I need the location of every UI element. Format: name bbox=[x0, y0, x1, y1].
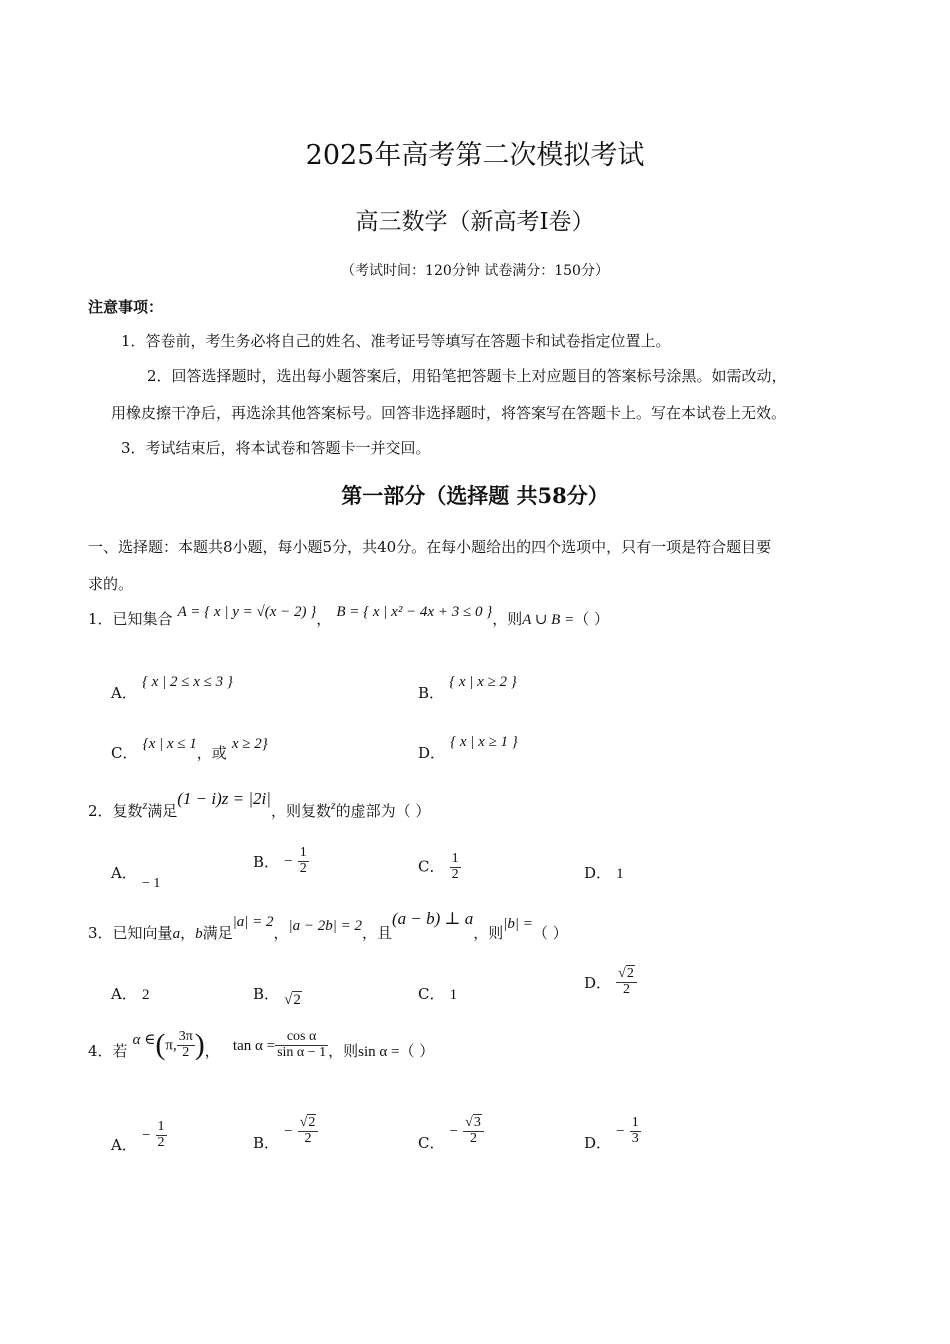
section-intro-a: 一、选择题：本题共8小题，每小题5分，共40分。在每小题给出的四个选项中，只有一项是符合题目要 bbox=[88, 538, 772, 556]
vector-b: b bbox=[195, 926, 203, 942]
question-text: ， bbox=[204, 1041, 220, 1060]
option-label: A． bbox=[111, 684, 137, 702]
answer-paren: （ ） bbox=[399, 1041, 435, 1060]
option-label: D． bbox=[584, 864, 612, 882]
fraction: $\frac{√2}{2}$ bbox=[616, 967, 637, 997]
option-label: D． bbox=[418, 744, 446, 762]
option-value: { x | x ≥ 2 } bbox=[449, 674, 517, 690]
denominator: sin α − 1 bbox=[277, 1044, 327, 1060]
q4-option-d[interactable] bbox=[584, 1115, 641, 1152]
question-text: 若 bbox=[112, 1041, 128, 1060]
option-label: B． bbox=[418, 684, 445, 702]
q3-option-a[interactable] bbox=[111, 983, 149, 1004]
numerator: 1 bbox=[299, 845, 307, 860]
question-text: ，则 bbox=[473, 924, 504, 942]
pi-value: π, bbox=[165, 1037, 177, 1054]
fraction bbox=[450, 852, 461, 882]
option-label: C． bbox=[418, 985, 445, 1003]
denominator: 2 bbox=[469, 1130, 477, 1146]
notice-item-1: 1．答卷前，考生务必将自己的姓名、准考证号等填写在答题卡和试卷指定位置上。 bbox=[121, 332, 671, 350]
fraction bbox=[630, 1116, 641, 1146]
q3-option-c[interactable] bbox=[418, 983, 457, 1004]
option-text: ，或 bbox=[196, 744, 227, 762]
question-text: ， bbox=[180, 924, 196, 942]
q4-option-b[interactable] bbox=[253, 1115, 318, 1152]
option-sign: − bbox=[284, 853, 293, 870]
option-value: {x | x ≤ 1 bbox=[142, 736, 197, 752]
question-number: 1． bbox=[88, 610, 113, 628]
condition-expression: (1 − i)z = |2i| bbox=[177, 789, 271, 808]
numerator: 1 bbox=[451, 851, 459, 866]
ask-expression: |b| = bbox=[503, 916, 533, 932]
option-label: D． bbox=[584, 1133, 612, 1152]
condition-1: |a| = 2 bbox=[232, 914, 274, 930]
fraction bbox=[275, 1030, 328, 1060]
option-sign: − bbox=[141, 1127, 151, 1144]
numerator: cos α bbox=[275, 1030, 328, 1046]
denominator: 2 bbox=[299, 860, 307, 876]
question-number: 2． bbox=[88, 802, 113, 820]
numerator: 1 bbox=[631, 1115, 639, 1130]
option-value: 1 bbox=[616, 866, 624, 882]
option-value: { x | 2 ≤ x ≤ 3 } bbox=[141, 674, 233, 690]
variable-z: z bbox=[142, 798, 148, 812]
fraction bbox=[177, 1030, 195, 1060]
option-value: 2 bbox=[141, 987, 150, 1003]
option-sign: − bbox=[449, 1123, 459, 1140]
numerator: 3π bbox=[178, 1028, 193, 1044]
fraction: $\frac{√3}{2}$ bbox=[463, 1116, 484, 1146]
denominator: 2 bbox=[157, 1134, 165, 1150]
q4-option-a[interactable] bbox=[111, 1119, 167, 1154]
q2-option-d[interactable] bbox=[584, 862, 624, 883]
option-label: A． bbox=[111, 985, 137, 1003]
option-label: C． bbox=[418, 857, 445, 876]
part-title: 第一部分（选择题 共58分） bbox=[341, 483, 609, 508]
question-text: ，且 bbox=[361, 924, 392, 942]
set-a-expression: A = { x | y = √(x − 2) } bbox=[177, 604, 317, 620]
denominator: 3 bbox=[631, 1130, 639, 1146]
question-text: 已知集合 bbox=[112, 610, 173, 628]
fraction bbox=[156, 1120, 167, 1150]
question-text: 满足 bbox=[147, 802, 178, 820]
option-label: B． bbox=[253, 1133, 280, 1152]
q1-option-b[interactable] bbox=[418, 670, 517, 702]
denominator: 2 bbox=[304, 1130, 312, 1146]
question-text: ，则 bbox=[328, 1041, 359, 1060]
fraction bbox=[298, 846, 309, 876]
question-text: 复数 bbox=[112, 802, 143, 820]
question-text: 满足 bbox=[202, 924, 233, 942]
numerator: 1 bbox=[157, 1119, 165, 1134]
numerator: 2 bbox=[308, 1115, 316, 1130]
notice-item-3: 3．考试结束后，将本试卷和答题卡一并交回。 bbox=[121, 439, 431, 457]
condition-2: |a − 2b| = 2 bbox=[288, 918, 362, 934]
vector-a: a bbox=[172, 926, 181, 942]
q3-option-d[interactable] bbox=[584, 967, 637, 997]
numerator: 3 bbox=[473, 1115, 481, 1130]
question-number: 3． bbox=[88, 924, 113, 942]
question-text: ， bbox=[316, 610, 332, 628]
alpha-range: α ∈ bbox=[132, 1031, 156, 1048]
question-text: ，则复数 bbox=[270, 802, 331, 820]
question-text: ， bbox=[273, 924, 289, 942]
variable-z: z bbox=[330, 798, 336, 812]
q2-option-a[interactable] bbox=[111, 862, 161, 891]
question-3-stem bbox=[88, 908, 568, 942]
question-text: 的虚部为（ ） bbox=[335, 802, 431, 820]
radicand: 2 bbox=[293, 992, 301, 1008]
exam-info: （考试时间：120分钟 试卷满分：150分） bbox=[341, 263, 609, 279]
section-intro-b: 求的。 bbox=[88, 575, 134, 593]
exam-subtitle: 高三数学（新高考Ⅰ卷） bbox=[355, 209, 595, 235]
option-value: 1 bbox=[449, 987, 458, 1003]
option-value: − 1 bbox=[141, 876, 161, 891]
denominator: 2 bbox=[182, 1044, 190, 1060]
option-value: { x | x ≥ 1 } bbox=[450, 734, 518, 750]
question-number: 4． bbox=[88, 1041, 113, 1060]
option-sign: − bbox=[284, 1123, 293, 1140]
q3-option-b[interactable]: B． √2 bbox=[253, 985, 301, 1008]
tan-expression: tan α = bbox=[232, 1037, 276, 1054]
q1-option-d[interactable] bbox=[418, 730, 518, 762]
union-expression: A ∪ B = bbox=[522, 612, 575, 628]
q1-option-c[interactable] bbox=[111, 732, 268, 762]
exam-title: 2025年高考第二次模拟考试 bbox=[305, 140, 645, 171]
option-label: A． bbox=[111, 864, 137, 882]
question-text: 已知向量 bbox=[112, 924, 173, 942]
q4-option-c[interactable] bbox=[418, 1115, 484, 1152]
fraction: $\frac{√2}{2}$ bbox=[298, 1116, 319, 1146]
q2-option-c[interactable] bbox=[418, 852, 461, 882]
denominator: 2 bbox=[622, 981, 630, 997]
question-text: ，则 bbox=[492, 610, 523, 628]
option-label: A． bbox=[111, 1135, 137, 1154]
notice-item-2a: 2．回答选择题时，选出每小题答案后，用铅笔把答题卡上对应题目的答案标号涂黑。如需改动， bbox=[147, 367, 787, 385]
notice-item-2b: 用橡皮擦干净后，再选涂其他答案标号。回答非选择题时，将答案写在答题卡上。写在本试卷上无效。 bbox=[111, 404, 787, 422]
question-1-stem bbox=[88, 604, 609, 629]
answer-paren: （ ） bbox=[532, 924, 568, 942]
answer-paren: （ ） bbox=[574, 610, 609, 628]
q1-option-a[interactable] bbox=[111, 670, 233, 702]
condition-3: (a − b) ⊥ a bbox=[392, 909, 474, 928]
option-label: C． bbox=[418, 1133, 445, 1152]
option-label: B． bbox=[253, 985, 280, 1003]
option-value: x ≥ 2} bbox=[231, 736, 268, 752]
option-label: B． bbox=[253, 852, 280, 871]
q2-option-b[interactable] bbox=[253, 846, 309, 876]
question-2-stem bbox=[88, 788, 431, 820]
option-sign: − bbox=[616, 1123, 625, 1140]
notice-heading: 注意事项： bbox=[88, 298, 164, 316]
ask-expression: sin α = bbox=[358, 1043, 400, 1060]
option-label: C． bbox=[111, 744, 138, 762]
denominator: 2 bbox=[451, 866, 459, 882]
question-4-stem: 4．若 α ∈(π, $\frac{3\pi}{2}$ )， tan α = $\frac{\text{cos α}}{\text{sin α − 1}}$ ，则sin α =（ ） bbox=[88, 1028, 435, 1061]
numerator: 2 bbox=[626, 966, 634, 981]
set-b-expression: B = { x | x² − 4x + 3 ≤ 0 } bbox=[336, 604, 493, 620]
option-label: D． bbox=[584, 973, 612, 992]
